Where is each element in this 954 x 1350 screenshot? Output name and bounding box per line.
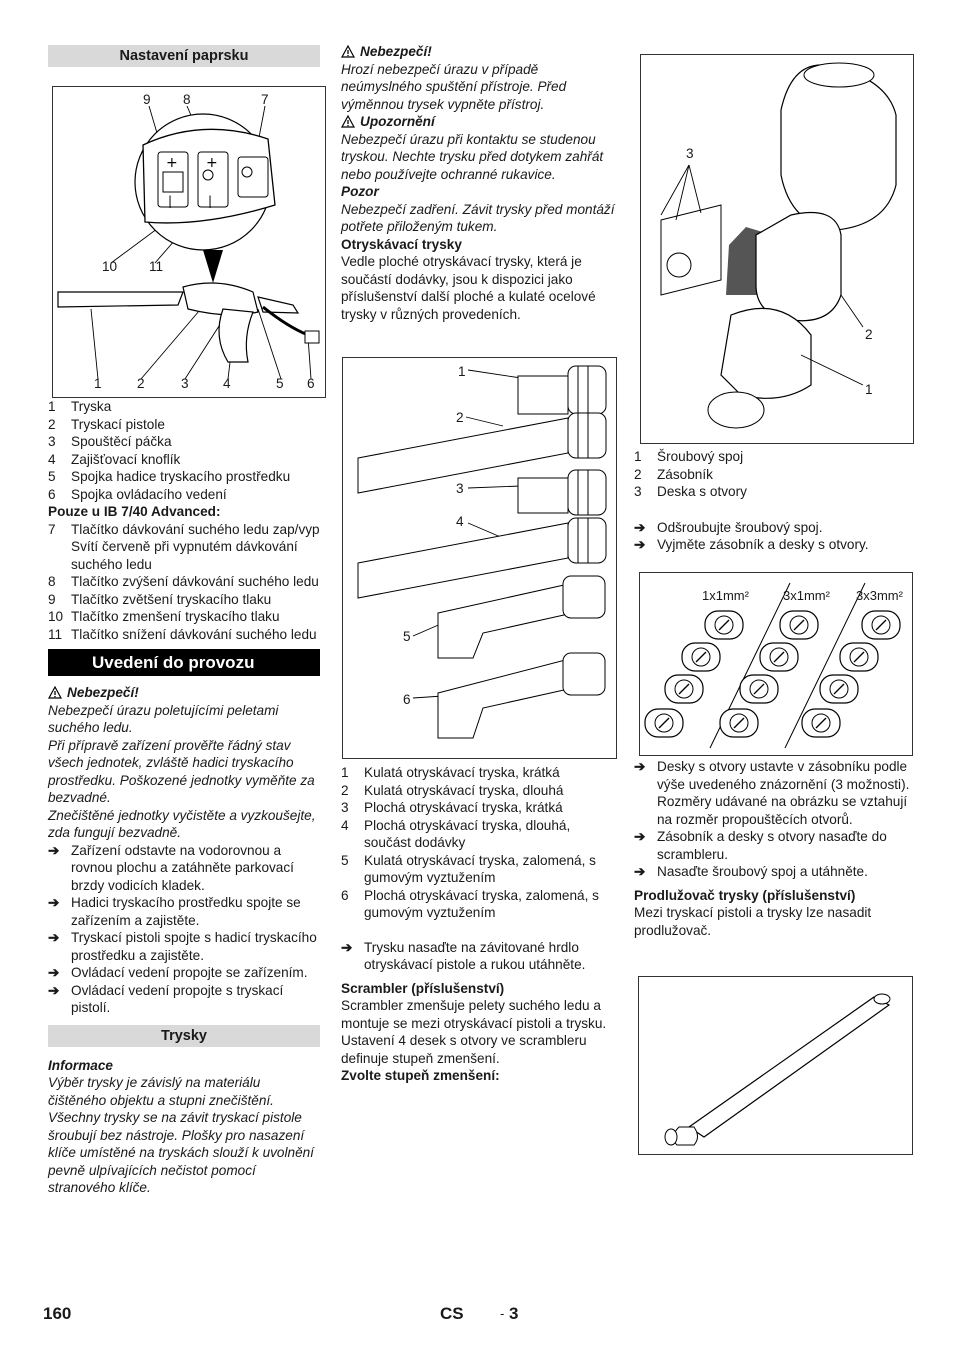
list-item: 8 Tlačítko zvýšení dávkování suchého ledu (48, 574, 319, 589)
svg-text:+: + (206, 155, 218, 171)
info-heading: Informace (48, 1057, 113, 1073)
language-code: CS (440, 1304, 464, 1323)
arrow-icon: ➔ (48, 930, 60, 945)
page-number: 160 (43, 1304, 72, 1323)
fig-label-5: 5 (276, 376, 284, 391)
list-item: 10 Tlačítko zmenšení tryskacího tlaku (48, 609, 280, 624)
grid-label-3x3: 3x3mm² (856, 588, 903, 603)
arrow-icon: ➔ (48, 982, 60, 998)
list-item: 6 Spojka ovládacího vedení (48, 486, 227, 502)
fig-label-11: 11 (149, 259, 164, 274)
figure-nozzles (342, 357, 617, 759)
scrambler-heading: Scrambler (příslušenství) (341, 980, 505, 996)
attention-heading: Pozor (341, 184, 379, 199)
section-band-beam-setting: Nastavení paprsku (48, 45, 320, 67)
step-item: ➔ Desky s otvory ustavte v zásobníku podle výše uvedeného znázornění (3 možnosti). Rozměry udávané na obrázku se vztahují na rozměr propouštěcích otvorů. (634, 759, 910, 827)
danger-text-1: Nebezpečí úrazu poletujícími peletami suchého ledu. (48, 702, 279, 735)
fig-label-7: 7 (261, 92, 269, 107)
step-item: ➔ Odšroubujte šroubový spoj. (634, 519, 823, 535)
list-item: 6 Plochá otryskávací tryska, zalomená, s gumovým vyztužením (341, 887, 599, 920)
nozzles-illustration (343, 358, 616, 758)
step-item: ➔ Nasaďte šroubový spoj a utáhněte. (634, 864, 868, 879)
arrow-icon: ➔ (341, 939, 353, 955)
commissioning-steps (48, 842, 320, 1017)
right-text-bottom (634, 758, 914, 939)
grid-label-3x1: 3x1mm² (783, 588, 830, 603)
arrow-icon: ➔ (634, 864, 646, 879)
section-heading-commissioning: Uvedení do provozu (48, 649, 320, 676)
arrow-icon: ➔ (48, 895, 60, 910)
step-item: ➔ Ovládací vedení propojte se zařízením. (48, 965, 308, 980)
fig-label-8: 8 (183, 92, 191, 107)
footer-separator: - (500, 1306, 505, 1321)
step-item: ➔ Hadici tryskacího prostředku spojte se zařízením a zajistěte. (48, 895, 301, 928)
grid-label-1x1: 1x1mm² (702, 588, 749, 603)
list-item: 3 Plochá otryskávací tryska, krátká (341, 800, 563, 815)
info-text-1: Výběr trysky je závislý na materiálu čištěného objektu a stupni znečištění. (48, 1075, 274, 1108)
fig-label-2: 2 (865, 327, 873, 342)
danger-heading: Nebezpečí! (341, 43, 616, 61)
fig-label-9: 9 (143, 92, 151, 107)
blast-gun-illustration (53, 87, 325, 397)
fig-label-2: 2 (137, 376, 145, 391)
list-item: 9 Tlačítko zvětšení tryskacího tlaku (48, 591, 272, 607)
arrow-icon: ➔ (48, 965, 60, 980)
fig-label-4: 4 (456, 514, 464, 529)
list-item: 1 Tryska (48, 399, 112, 414)
arrow-icon: ➔ (634, 519, 646, 535)
nozzle-step (341, 939, 616, 974)
caution-text: Nebezpečí úrazu při kontaktu se studenou tryskou. Nechte trysku před dotykem zahřát nebo používejte ochranné rukavice. (341, 131, 604, 182)
list-item: 4 Zajišťovací knoflík (48, 451, 181, 467)
arrow-icon: ➔ (634, 829, 646, 844)
list-item: 2 Tryskací pistole (48, 416, 165, 432)
fig-label-3: 3 (686, 146, 694, 161)
nozzles-text: Vedle ploché otryskávací trysky, která je součástí dodávky, jsou k dispozici jako příslušenství další ploché a kulaté ocelové trysky v různých provedeních. (341, 254, 596, 322)
nozzles-heading: Otryskávací trysky (341, 236, 462, 252)
scrambler-select-label: Zvolte stupeň zmenšení: (341, 1068, 500, 1083)
list-item: 1 Šroubový spoj (634, 449, 744, 464)
scrambler-text-2: Ustavení 4 desek s otvory ve scrambleru definuje stupeň zmenšení. (341, 1033, 587, 1066)
scrambler-steps-2 (634, 758, 914, 881)
danger-text: Hrozí nebezpečí úrazu v případě neúmyslného spuštění přístroje. Před výměnnou trysek vypněte přístroj. (341, 61, 567, 112)
middle-text-bottom (341, 764, 616, 1085)
svg-text:|: | (208, 194, 213, 208)
warning-triangle-icon (341, 45, 355, 58)
caution-heading: Upozornění (341, 113, 616, 131)
step-item: ➔ Zařízení odstavte na vodorovnou a rovnou plochu a zatáhněte parkovací brzdy vodicích kladek. (48, 842, 294, 893)
figure-scrambler (640, 54, 914, 444)
figure-blast-gun (52, 86, 326, 398)
list-item: 4 Plochá otryskávací tryska, dlouhá, součást dodávky (341, 817, 571, 850)
step-item: ➔ Zásobník a desky s otvory nasaďte do scrambleru. (634, 829, 887, 862)
scrambler-parts-list (634, 448, 914, 501)
fig-label-1: 1 (94, 376, 102, 391)
danger-text-2: Při přípravě zařízení prověřte řádný stav všech jednotek, zvláště hadici tryskacího prostředku. Poškozené jednotky vyměňte za bezvadné. (48, 737, 315, 805)
middle-text-top (341, 43, 616, 323)
advanced-parts-list (48, 521, 320, 644)
list-item: 3 Deska s otvory (634, 484, 747, 499)
list-item: 2 Zásobník (634, 466, 713, 482)
step-item: ➔ Vyjměte zásobník a desky s otvory. (634, 537, 869, 552)
list-item: 5 Spojka hadice tryskacího prostředku (48, 469, 291, 484)
fig-label-1: 1 (865, 382, 873, 397)
section-band-nozzles: Trysky (48, 1025, 320, 1047)
fig-label-1: 1 (458, 364, 466, 379)
scrambler-text-1: Scrambler zmenšuje pelety suchého ledu a montuje se mezi otryskávací pistoli a trysku. (341, 998, 607, 1031)
svg-text:|: | (168, 194, 173, 208)
step-item: ➔ Trysku nasaďte na závitované hrdlo otryskávací pistole a rukou utáhněte. (341, 939, 586, 972)
list-item: 2 Kulatá otryskávací tryska, dlouhá (341, 782, 564, 798)
svg-text:+: + (166, 155, 178, 171)
extension-heading: Prodlužovač trysky (příslušenství) (634, 887, 856, 903)
arrow-icon: ➔ (634, 759, 646, 774)
figure-extension (638, 976, 913, 1155)
scrambler-steps-1 (634, 519, 914, 554)
fig-label-3: 3 (456, 481, 464, 496)
danger-heading: Nebezpečí! (48, 684, 320, 702)
info-text-2: Všechny trysky se na závit tryskací pistole šroubují bez nástroje. Plošky pro nasazení klíče umístěné na tryskách slouží k uvolnění pevně ulpívajících nečistot pomocí stranového klíče. (48, 1110, 314, 1195)
extension-illustration (639, 977, 912, 1154)
danger-text-3: Znečištěné jednotky vyčistěte a vyzkoušejte, zda fungují bezvadně. (48, 807, 316, 840)
fig-label-5: 5 (403, 629, 411, 644)
warning-triangle-icon (48, 686, 62, 699)
right-text-top (634, 448, 914, 554)
step-item: ➔ Tryskací pistoli spojte s hadicí tryskacího prostředku a zajistěte. (48, 930, 317, 963)
fig-label-3: 3 (181, 376, 189, 391)
section-page-number: 3 (509, 1304, 519, 1323)
list-item: Svítí červeně při vypnutém dávkování suchého ledu (71, 539, 298, 572)
fig-label-2: 2 (456, 410, 464, 425)
fig-label-6: 6 (403, 692, 411, 707)
fig-label-4: 4 (223, 376, 231, 391)
fig-label-10: 10 (102, 259, 118, 274)
arrow-icon: ➔ (48, 842, 60, 858)
extension-text: Mezi tryskací pistoli a trysky lze nasadit prodlužovač. (634, 905, 872, 938)
left-text-block (48, 398, 320, 1197)
list-item: 5 Kulatá otryskávací tryska, zalomená, s gumovým vyztužením (341, 852, 596, 885)
attention-text: Nebezpečí zadření. Závit trysky před montáží potřete přiloženým tukem. (341, 201, 615, 234)
warning-triangle-icon (341, 115, 355, 128)
gun-parts-list (48, 398, 320, 503)
list-item: 3 Spouštěcí páčka (48, 434, 172, 449)
figure-plate-arrangement (639, 572, 913, 756)
list-item: 1 Kulatá otryskávací tryska, krátká (341, 765, 560, 780)
list-item: 7 Tlačítko dávkování suchého ledu zap/vyp (48, 521, 320, 537)
left-column (48, 45, 320, 67)
step-item: ➔ Ovládací vedení propojte s tryskací pistolí. (48, 982, 284, 1015)
nozzle-types-list (341, 764, 616, 922)
arrow-icon: ➔ (634, 537, 646, 552)
advanced-label: Pouze u IB 7/40 Advanced: (48, 504, 221, 519)
fig-label-6: 6 (307, 376, 315, 391)
list-item: 11 Tlačítko snížení dávkování suchého ledu (48, 626, 317, 642)
